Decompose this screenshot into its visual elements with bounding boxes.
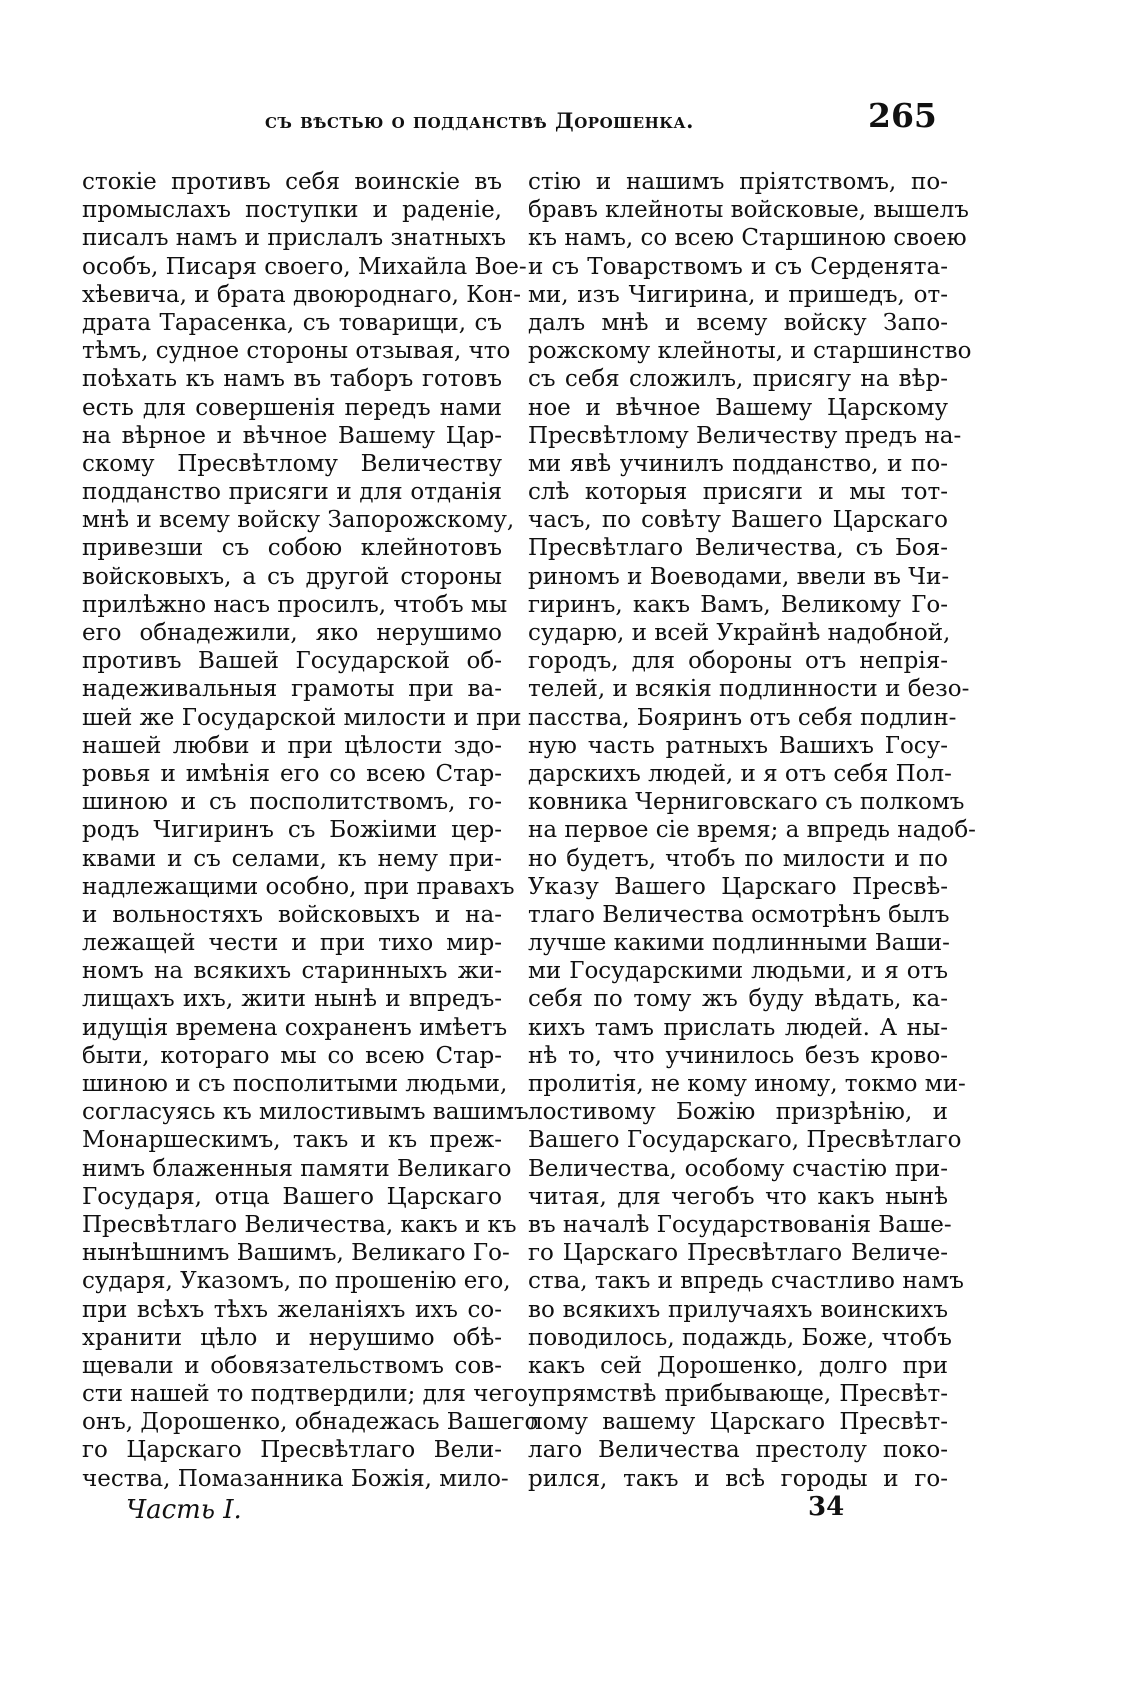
right-column-line: во всякихъ прилучаяхъ воинскихъ [528, 1296, 948, 1323]
left-column-line: на вѣрное и вѣчное Вашему Цар- [82, 422, 502, 449]
left-column-line: Государя, отца Вашего Царскаго [82, 1183, 502, 1210]
left-column-line: согласуясь къ милостивымъ вашимъ [82, 1099, 529, 1126]
right-column-line: въ началѣ Государствованія Ваше- [528, 1211, 952, 1238]
left-column-line: при всѣхъ тѣхъ желаніяхъ ихъ со- [82, 1296, 502, 1323]
left-column-line: щевали и обовязательствомъ сов- [82, 1352, 502, 1379]
left-column-line: стокіе противъ себя воинскіе въ [82, 169, 502, 195]
right-column-line: Пресвѣтлаго Величества, съ Боя- [528, 535, 948, 562]
left-column-line: квами и съ селами, къ нему при- [82, 845, 502, 872]
right-column-line: Указу Вашего Царскаго Пресвѣ- [528, 873, 948, 900]
left-column-line: есть для совершенія передъ нами [82, 394, 502, 421]
right-column-line: ми, изъ Чигирина, и пришедъ, от- [528, 281, 948, 308]
right-column-line: къ намъ, со всею Старшиною своею [528, 225, 967, 252]
footer-sheet-number: 34 [808, 1492, 845, 1522]
left-column-line: писалъ намъ и прислалъ знатныхъ [82, 225, 507, 252]
running-head: съ вѣстью о подданствѣ Дорошенка. [265, 108, 694, 133]
right-column-line: часъ, по совѣту Вашего Царскаго [528, 507, 948, 534]
right-column-line: далъ мнѣ и всему войску Запо- [528, 309, 948, 336]
left-column-line: нашей любви и при цѣлости здо- [82, 732, 502, 759]
footer-signature: Часть I. [126, 1495, 242, 1525]
left-column-line: Монаршескимъ, такъ и къ преж- [82, 1127, 502, 1154]
left-column-line: чества, Помазанника Божія, мило- [82, 1465, 509, 1492]
left-column-line: го Царскаго Пресвѣтлаго Вели- [82, 1437, 502, 1464]
right-column-line: читая, для чегобъ что какъ нынѣ [528, 1183, 948, 1210]
right-column-line: ное и вѣчное Вашему Царскому [528, 394, 948, 421]
right-column-line: ми Государскими людьми, и я отъ [528, 958, 948, 985]
right-column-line: и съ Товарствомъ и съ Серденята- [528, 253, 948, 280]
left-column-line: прилѣжно насъ просилъ, чтобъ мы [82, 591, 508, 618]
left-column-line: надеживальныя грамоты при ва- [82, 676, 502, 703]
right-column-line: пролитія, не кому иному, токмо ми- [528, 1071, 966, 1097]
right-column-line: упрямствѣ прибывающе, Пресвѣт- [528, 1381, 948, 1408]
left-column-line: лищахъ ихъ, жити нынѣ и впредъ- [82, 986, 502, 1013]
right-column-line: городъ, для обороны отъ непрія- [528, 648, 948, 675]
right-column-line: телей, и всякія подлинности и безо- [528, 676, 970, 703]
right-column-line: гиринъ, какъ Вамъ, Великому Го- [528, 591, 948, 618]
right-column-line: дарскихъ людей, и я отъ себя Пол- [528, 760, 952, 787]
left-column-line: противъ Вашей Государской об- [82, 648, 502, 675]
right-column-line: сударю, и всей Украйнѣ надобной, [528, 620, 951, 646]
right-column-line: Пресвѣтлому Величеству предъ на- [528, 422, 962, 449]
right-column [528, 168, 976, 1493]
left-column-line: сударя, Указомъ, по прошенію его, [82, 1268, 511, 1295]
left-column-line: родъ Чигиринъ съ Божіими цер- [82, 817, 502, 844]
right-column-line: ми явѣ учинилъ подданство, и по- [528, 450, 948, 477]
left-column-line: мнѣ и всему войску Запорожскому, [82, 507, 515, 534]
left-column-line: тѣмъ, судное стороны отзывая, что [82, 338, 511, 365]
right-column-line: но будетъ, чтобъ по милости и по [528, 845, 948, 872]
right-column-line: слѣ которыя присяги и мы тот- [528, 479, 948, 506]
left-column-line: быти, котораго мы со всею Стар- [82, 1042, 502, 1069]
right-column-line: ную часть ратныхъ Вашихъ Госу- [528, 732, 948, 759]
left-column-line: идущія времена сохраненъ имѣетъ [82, 1014, 508, 1041]
left-column-line: надлежащими особно, при правахъ [82, 873, 515, 900]
left-column-line: ровья и имѣнія его со всею Стар- [82, 760, 502, 787]
right-column-line: лаго Величества престолу поко- [528, 1437, 948, 1464]
left-column [82, 168, 539, 1493]
right-column-line: лому вашему Царскаго Пресвѣт- [528, 1409, 948, 1436]
left-column-line: нынѣшнимъ Вашимъ, Великаго Го- [82, 1240, 510, 1267]
left-column-line: номъ на всякихъ старинныхъ жи- [82, 958, 502, 985]
right-column-line: себя по тому жъ буду вѣдать, ка- [528, 986, 948, 1013]
left-column-line: лежащей чести и при тихо мир- [82, 930, 502, 957]
right-column-line: кихъ тамъ прислать людей. А ны- [528, 1014, 948, 1041]
left-column-line: Пресвѣтлаго Величества, какъ и къ [82, 1211, 517, 1238]
right-column-line: го Царскаго Пресвѣтлаго Величе- [528, 1240, 948, 1267]
left-column-line: онъ, Дорошенко, обнадежась Вашего [82, 1409, 539, 1436]
page-number: 265 [868, 96, 937, 135]
left-column-line: подданство присяги и для отданія [82, 479, 502, 506]
left-column-line: особъ, Писаря своего, Михайла Вое- [82, 253, 527, 280]
left-column-line: войсковыхъ, а съ другой стороны [82, 563, 502, 590]
left-column-line: поѣхать къ намъ въ таборъ готовъ [82, 366, 502, 393]
right-column-line: лучше какими подлинными Ваши- [528, 930, 950, 957]
right-column-line: Вашего Государскаго, Пресвѣтлаго [528, 1127, 962, 1154]
right-column-line: на первое сіе время; а впредь надоб- [528, 817, 976, 844]
left-column-line: хранити цѣло и нерушимо обѣ- [82, 1324, 502, 1351]
right-column-line: рожскому клейноты, и старшинство [528, 338, 972, 365]
left-column-line: шей же Государской милости и при [82, 704, 522, 731]
left-column-line: сти нашей то подтвердили; для чего [82, 1381, 528, 1408]
right-column-line: поводилось, подаждь, Боже, чтобъ [528, 1324, 952, 1351]
left-column-line: промыслахъ поступки и раденіе, [82, 197, 502, 224]
right-column-line: Величества, особому счастію при- [528, 1155, 948, 1182]
left-column-line: и вольностяхъ войсковыхъ и на- [82, 901, 502, 928]
right-column-line: бравъ клейноты войсковые, вышелъ [528, 197, 969, 224]
right-column-line: съ себя сложилъ, присягу на вѣр- [528, 366, 948, 393]
left-column-line: привезши съ собою клейнотовъ [82, 535, 502, 562]
right-column-line: ковника Черниговскаго съ полкомъ [528, 789, 965, 816]
left-column-line: шиною и съ посполитствомъ, го- [82, 789, 502, 816]
right-column-line: пасства, Бояринъ отъ себя подлин- [528, 704, 957, 731]
right-column-line: стію и нашимъ пріятствомъ, по- [528, 169, 948, 195]
right-column-line: лостивому Божію призрѣнію, и [528, 1099, 948, 1126]
right-column-line: тлаго Величества осмотрѣнъ былъ [528, 901, 950, 928]
right-column-line: нѣ то, что учинилось безъ крово- [528, 1042, 948, 1069]
right-column-line: ства, такъ и впредь счастливо намъ [528, 1268, 964, 1295]
left-column-line: хѣевича, и брата двоюроднаго, Кон- [82, 281, 521, 308]
left-column-line: скому Пресвѣтлому Величеству [82, 450, 502, 477]
right-column-line: какъ сей Дорошенко, долго при [528, 1352, 948, 1379]
right-column-line: рился, такъ и всѣ городы и го- [528, 1465, 948, 1492]
left-column-line: нимъ блаженныя памяти Великаго [82, 1155, 512, 1182]
left-column-line: шиною и съ посполитыми людьми, [82, 1071, 508, 1097]
left-column-line: его обнадежили, яко нерушимо [82, 620, 502, 646]
left-column-line: драта Тарасенка, съ товарищи, съ [82, 309, 502, 336]
right-column-line: риномъ и Воеводами, ввели въ Чи- [528, 563, 950, 590]
